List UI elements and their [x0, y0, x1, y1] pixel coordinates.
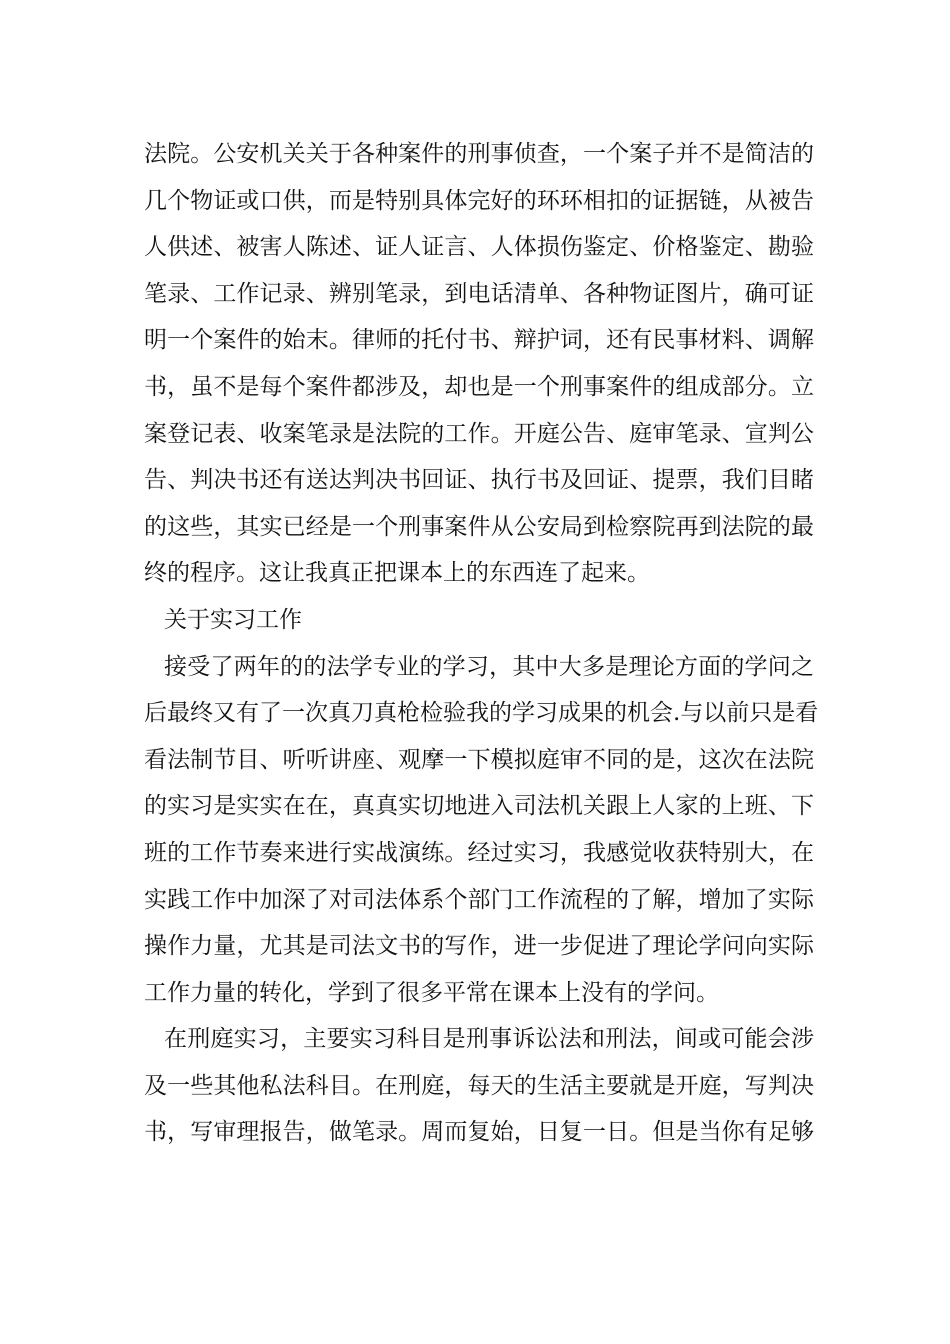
text-line: 关于实习工作 [164, 606, 302, 633]
text-line: 终的程序。这让我真正把课本上的东西连了起来。 [144, 560, 650, 587]
text-line: 实践工作中加深了对司法体系个部门工作流程的了解，增加了实际 [144, 886, 814, 913]
text-line: 明一个案件的始末。律师的托付书、辩护词，还有民事材料、调解 [144, 327, 814, 354]
document-body [144, 131, 819, 1156]
text-line: 人供述、被害人陈述、证人证言、人体损伤鉴定、价格鉴定、勘验 [144, 234, 814, 261]
text-line: 的实习是实实在在，真真实切地进入司法机关跟上人家的上班、下 [144, 793, 814, 820]
text-line: 接受了两年的的法学专业的学习，其中大多是理论方面的学问之 [164, 653, 814, 680]
text-line: 书，写审理报告，做笔录。周而复始，日复一日。但是当你有足够 [144, 1119, 814, 1146]
text-line: 看法制节目、听听讲座、观摩一下模拟庭审不同的是，这次在法院 [144, 746, 814, 773]
text-line: 工作力量的转化，学到了很多平常在课本上没有的学问。 [144, 979, 719, 1006]
text-line: 笔录、工作记录、辨别笔录，到电话清单、各种物证图片，确可证 [144, 280, 814, 307]
text-line: 告、判决书还有送达判决书回证、执行书及回证、提票，我们目睹 [144, 467, 814, 494]
text-line: 及一些其他私法科目。在刑庭，每天的生活主要就是开庭，写判决 [144, 1072, 814, 1099]
text-line: 几个物证或口供，而是特别具体完好的环环相扣的证据链，从被告 [144, 187, 814, 214]
text-line: 法院。公安机关关于各种案件的刑事侦查，一个案子并不是简洁的 [144, 141, 814, 167]
text-line: 操作力量，尤其是司法文书的写作，进一步促进了理论学问向实际 [144, 933, 814, 960]
text-line: 班的工作节奏来进行实战演练。经过实习，我感觉收获特别大，在 [144, 839, 814, 866]
text-line: 在刑庭实习，主要实习科目是刑事诉讼法和刑法，间或可能会涉 [164, 1026, 814, 1053]
text-line: 书，虽不是每个案件都涉及，却也是一个刑事案件的组成部分。立 [144, 373, 814, 400]
text-line: 后最终又有了一次真刀真枪检验我的学习成果的机会.与以前只是看 [144, 700, 819, 727]
text-line: 的这些，其实已经是一个刑事案件从公安局到检察院再到法院的最 [144, 513, 814, 540]
text-line: 案登记表、收案笔录是法院的工作。开庭公告、庭审笔录、宣判公 [144, 420, 814, 447]
